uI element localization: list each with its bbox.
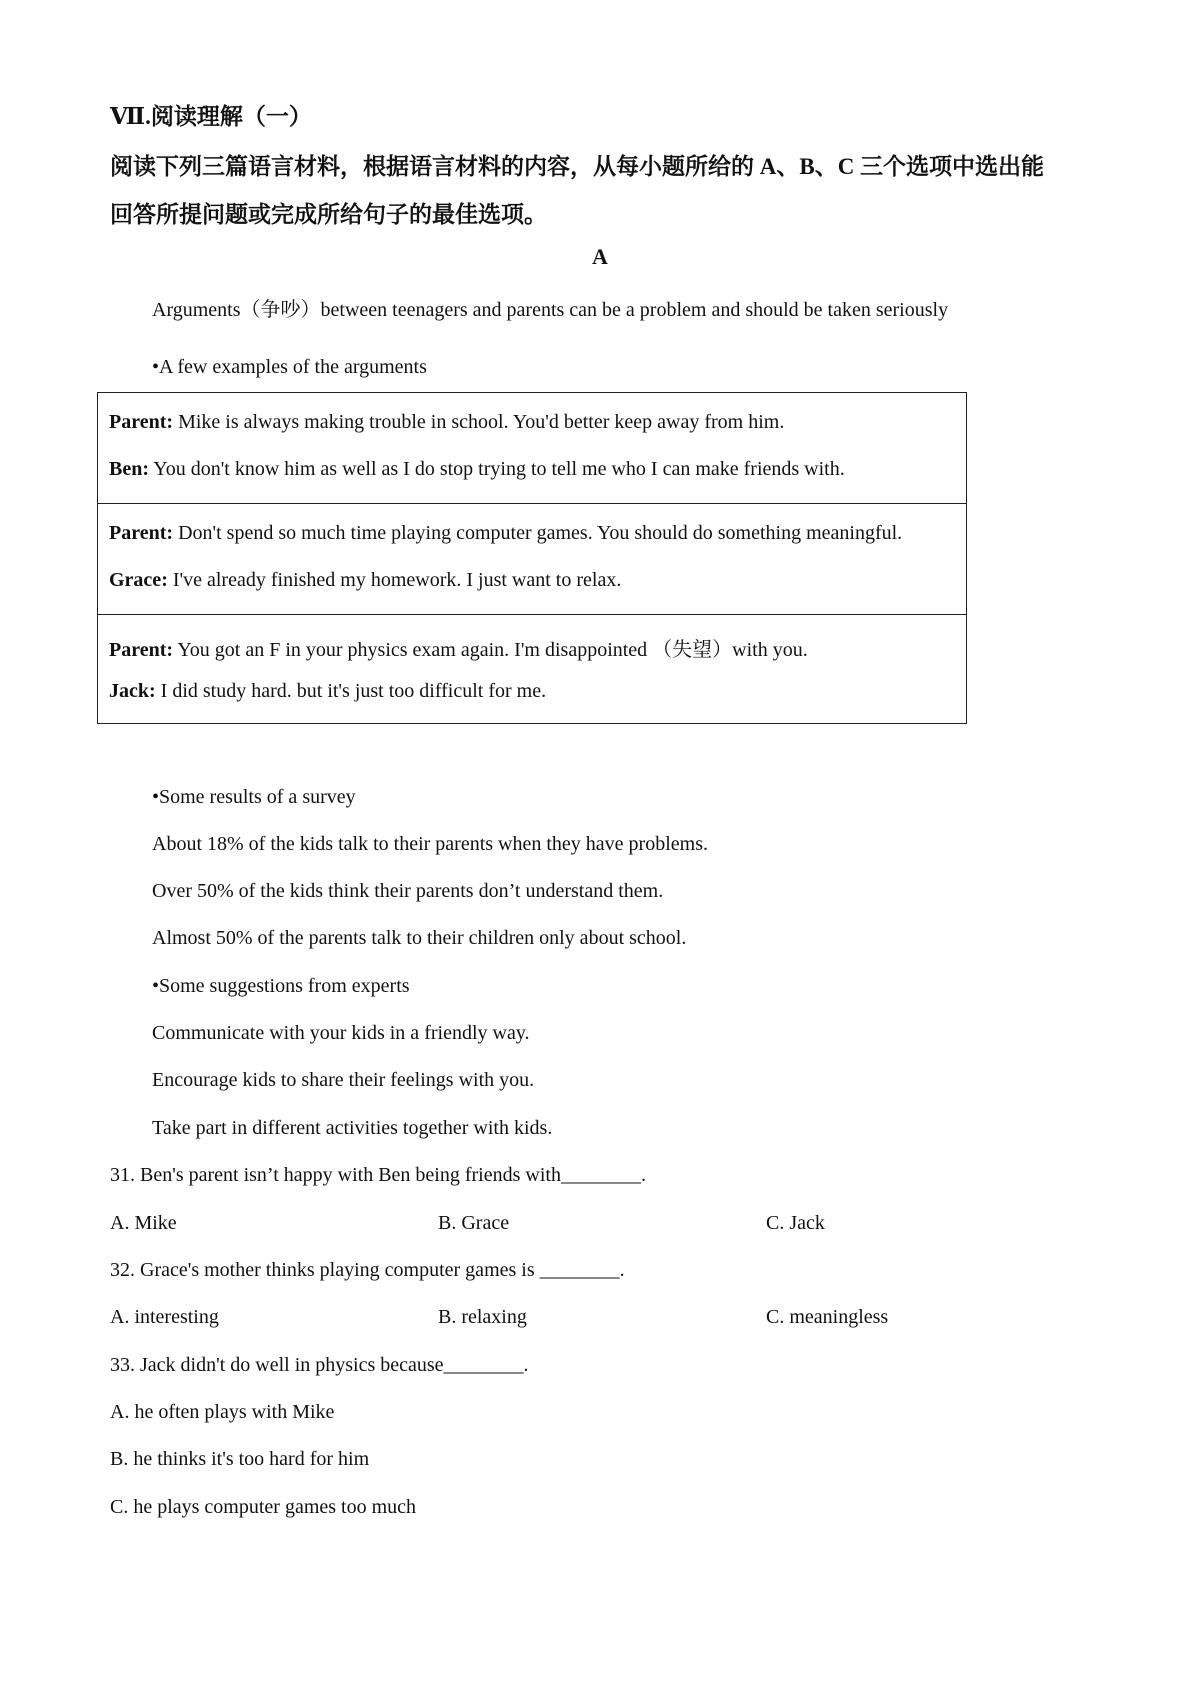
- question-31: 31. Ben's parent isn’t happy with Ben being friends with________.: [110, 1164, 646, 1186]
- speaker-name: Jack:: [109, 680, 156, 702]
- option-32-b[interactable]: B. relaxing: [438, 1306, 527, 1328]
- survey-heading: •Some results of a survey: [152, 786, 356, 808]
- suggestion-item: Take part in different activities together with kids.: [152, 1117, 553, 1139]
- option-33-c[interactable]: C. he plays computer games too much: [110, 1496, 417, 1518]
- dialogue-row: [98, 393, 966, 504]
- instructions-line-2: 回答所提问题或完成所给句子的最佳选项。: [110, 202, 547, 227]
- dialogue-line: [109, 522, 902, 545]
- speaker-name: Ben:: [109, 458, 149, 480]
- dialogue-row: [98, 504, 966, 615]
- dialogue-line: [109, 633, 808, 662]
- survey-item: About 18% of the kids talk to their parents when they have problems.: [152, 833, 708, 855]
- passage-label: A: [592, 244, 608, 269]
- survey-item: Almost 50% of the parents talk to their children only about school.: [152, 927, 687, 949]
- dialogue-line: [109, 680, 546, 703]
- speaker-name: Parent:: [109, 522, 174, 544]
- option-33-a[interactable]: A. he often plays with Mike: [110, 1401, 335, 1423]
- option-32-c[interactable]: C. meaningless: [766, 1306, 889, 1328]
- speaker-name: Parent:: [109, 411, 174, 433]
- dialogue-text: I've already finished my homework. I just want to relax.: [167, 569, 622, 591]
- option-33-b[interactable]: B. he thinks it's too hard for him: [110, 1448, 370, 1470]
- dialogue-line: [109, 411, 784, 434]
- option-31-c[interactable]: C. Jack: [766, 1212, 825, 1234]
- dialogue-row: [98, 615, 966, 723]
- option-31-b[interactable]: B. Grace: [438, 1212, 510, 1234]
- question-32: 32. Grace's mother thinks playing computer games is ________.: [110, 1259, 625, 1281]
- instructions-line-1: 阅读下列三篇语言材料，根据语言材料的内容，从每小题所给的 A、B、C 三个选项中选出能: [110, 154, 1045, 179]
- option-32-a[interactable]: A. interesting: [110, 1306, 219, 1328]
- speaker-name: Parent:: [109, 639, 174, 661]
- suggestion-item: Communicate with your kids in a friendly way.: [152, 1022, 530, 1044]
- dialogue-text: You got an F in your physics exam again. I'm disappointed （失望）with you.: [173, 639, 808, 661]
- dialogue-text: I did study hard. but it's just too difficult for me.: [155, 680, 547, 702]
- suggestions-heading: •Some suggestions from experts: [152, 975, 410, 997]
- dialogue-text: You don't know him as well as I do stop trying to tell me who I can make friends with.: [149, 458, 845, 480]
- section-title: Ⅶ.阅读理解（一）: [110, 104, 312, 129]
- option-31-a[interactable]: A. Mike: [110, 1212, 177, 1234]
- dialogue-text: Mike is always making trouble in school. You'd better keep away from him.: [173, 411, 785, 433]
- suggestion-item: Encourage kids to share their feelings with you.: [152, 1069, 535, 1091]
- speaker-name: Grace:: [109, 569, 168, 591]
- passage-intro: Arguments（争吵）between teenagers and parents can be a problem and should be taken seriously: [152, 299, 949, 321]
- dialogue-line: [109, 458, 845, 481]
- question-33: 33. Jack didn't do well in physics because________.: [110, 1354, 529, 1376]
- survey-item: Over 50% of the kids think their parents don’t understand them.: [152, 880, 664, 902]
- dialogue-line: [109, 569, 621, 592]
- dialogue-table: [97, 392, 967, 724]
- examples-heading: •A few examples of the arguments: [152, 356, 427, 378]
- dialogue-text: Don't spend so much time playing computer games. You should do something meaningful.: [173, 522, 903, 544]
